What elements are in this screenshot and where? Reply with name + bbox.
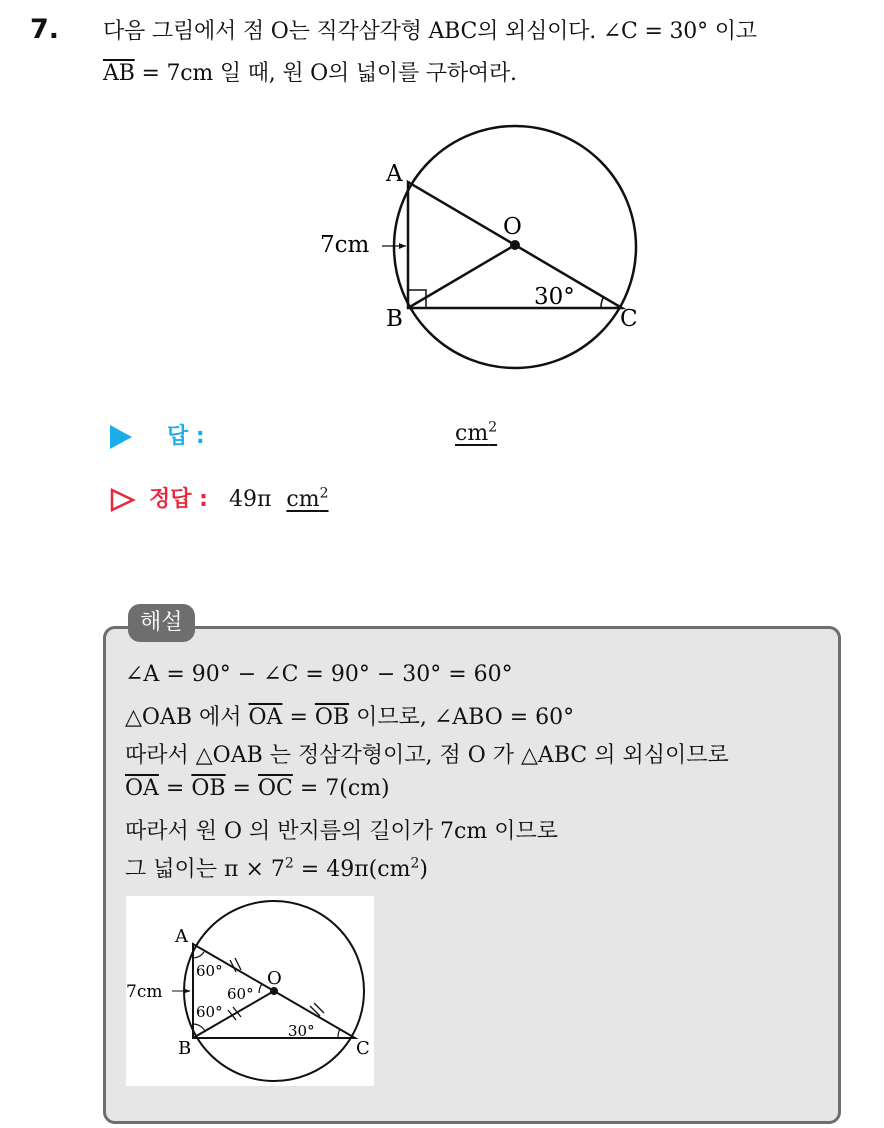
question-line-2: [103, 56, 517, 87]
angle-arc: [193, 952, 204, 958]
correct-unit: $cm^2$: [286, 485, 329, 512]
answer-label: 답 :: [167, 424, 205, 449]
correct-value: 49π: [228, 487, 272, 512]
small-label-c: C: [356, 1038, 370, 1059]
arrow-head-icon: [399, 243, 406, 249]
angle-c-arc: [601, 298, 603, 308]
label-c: C: [620, 306, 638, 332]
label-length: 7cm: [320, 232, 370, 258]
small-label-a: A: [175, 926, 188, 947]
question-number: 7.: [30, 14, 60, 45]
solution-line-5: 따라서 원 O 의 반지름의 길이가 7cm 이므로: [125, 819, 558, 844]
play-triangle-icon: [110, 425, 132, 449]
small-label-length: 7cm: [126, 982, 163, 1002]
correct-answer-row: [110, 482, 329, 513]
solution-tag: 해설: [128, 604, 195, 642]
outline-triangle-icon: [110, 488, 136, 512]
segment-ab: $\overline{AB}$: [103, 61, 135, 86]
tick-mark: [228, 1010, 236, 1020]
segment-ob: [408, 245, 515, 308]
center-point-o: [510, 240, 520, 250]
small-label-b: B: [178, 1038, 192, 1059]
question-line-1: 다음 그림에서 점 O는 직각삼각형 ABC의 외심이다. ∠C = 30° 이고: [103, 19, 757, 44]
small-label-60-o: 60°: [227, 985, 254, 1003]
small-label-30: 30°: [288, 1022, 315, 1040]
solution-line-3: 따라서 △OAB 는 정삼각형이고, 점 O 가 △ABC 의 외심이므로: [125, 743, 729, 768]
label-b: B: [386, 306, 403, 332]
correct-label: 정답 :: [149, 487, 208, 512]
label-o: O: [503, 214, 522, 240]
answer-row: [110, 419, 205, 450]
question-line-2-text: = 7cm 일 때, 원 O의 넓이를 구하여라.: [134, 61, 517, 86]
solution-figure: [126, 896, 374, 1086]
angle-arc: [193, 1024, 205, 1031]
small-label-60-a: 60°: [196, 962, 223, 980]
small-label-60-b: 60°: [196, 1003, 223, 1021]
small-arrow-head-icon: [185, 989, 191, 993]
answer-unit: $cm^2$: [455, 420, 498, 447]
solution-line-1: ∠A = 90° − ∠C = 90° − 30° = 60°: [125, 662, 513, 687]
label-a: A: [386, 161, 403, 187]
label-angle-30: 30°: [534, 284, 575, 310]
main-figure: [300, 118, 660, 378]
solution-line-4: $\overline{OA} = \overline{OB} = \overline{OC} = 7(cm)$: [125, 776, 390, 801]
small-label-o: O: [267, 968, 282, 989]
solution-line-2: △OAB 에서 $\overline{OA} = \overline{OB}$ 이므로, ∠ABO = 60°: [125, 705, 575, 730]
angle-arc: [259, 984, 262, 993]
solution-line-6: 그 넓이는 $\pi \times 7^2 = 49\pi(cm^2)$: [125, 855, 428, 882]
angle-arc: [338, 1029, 340, 1038]
